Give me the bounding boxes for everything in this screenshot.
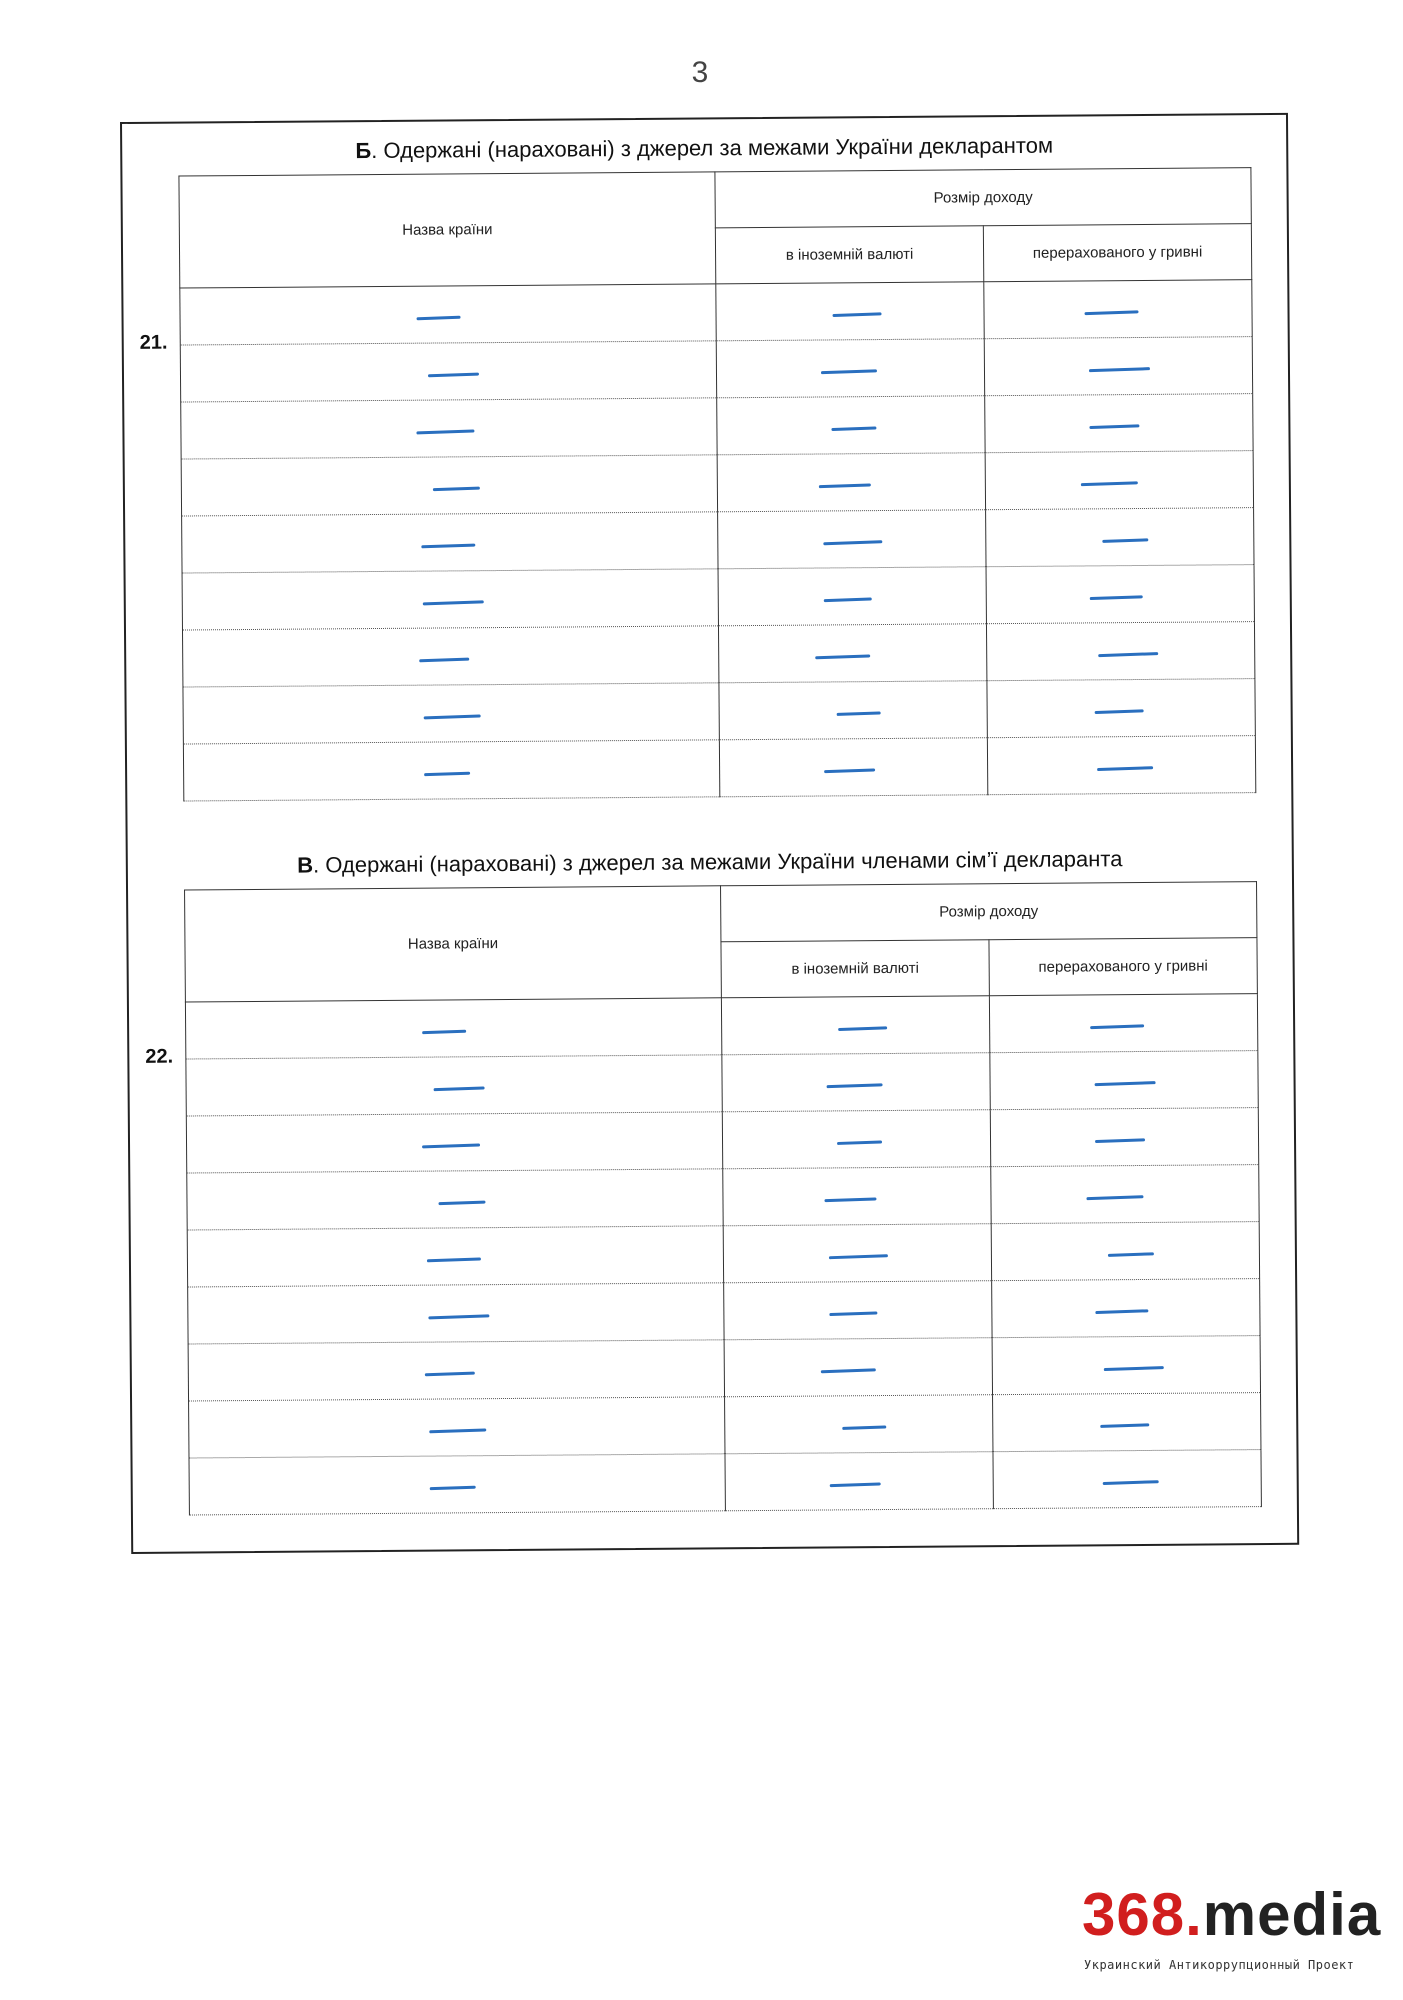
handwritten-dash	[1098, 652, 1158, 657]
logo-number: 368	[1082, 1881, 1186, 1948]
uah-cell	[993, 1450, 1261, 1509]
handwritten-dash	[1095, 1081, 1156, 1086]
handwritten-dash	[434, 1086, 485, 1091]
foreign-currency-cell	[719, 738, 987, 797]
section-b-table	[178, 167, 1256, 801]
uah-cell	[986, 622, 1254, 681]
foreign-currency-cell	[722, 1053, 990, 1112]
foreign-currency-cell	[716, 339, 984, 398]
handwritten-dash	[829, 1254, 888, 1259]
handwritten-dash	[1094, 1138, 1144, 1143]
table-row	[189, 1450, 1261, 1515]
handwritten-dash	[1100, 1423, 1149, 1428]
handwritten-dash	[838, 1026, 887, 1031]
header-country: Назва країни	[185, 886, 722, 1002]
foreign-currency-cell	[717, 453, 985, 512]
foreign-currency-cell	[718, 624, 986, 683]
handwritten-dash	[429, 1428, 486, 1433]
section-c-letter: В	[297, 852, 314, 878]
handwritten-dash	[424, 1371, 474, 1376]
logo-text	[1082, 1880, 1381, 1949]
handwritten-dash	[820, 369, 876, 374]
table-row	[180, 337, 1252, 402]
handwritten-dash	[1086, 1195, 1143, 1200]
uah-cell	[985, 451, 1253, 510]
handwritten-dash	[416, 315, 460, 319]
table-row	[182, 565, 1254, 630]
header-uah: перерахованого у гривні	[983, 224, 1251, 282]
country-cell	[182, 626, 718, 687]
country-cell	[181, 398, 717, 459]
header-foreign-currency: в іноземній валюті	[721, 940, 989, 998]
country-cell	[188, 1283, 724, 1344]
uah-cell	[989, 994, 1257, 1053]
handwritten-dash	[1081, 481, 1138, 486]
foreign-currency-cell	[723, 1224, 991, 1283]
country-cell	[185, 998, 721, 1059]
handwritten-dash	[438, 1200, 485, 1205]
logo-tagline: Украинский Антикоррупционный Проект	[1084, 1958, 1355, 1972]
table-row	[189, 1393, 1261, 1458]
country-cell	[180, 284, 716, 345]
handwritten-dash	[821, 1368, 876, 1373]
handwritten-dash	[1095, 709, 1144, 714]
foreign-currency-cell	[723, 1167, 991, 1226]
header-foreign-currency: в іноземній валюті	[715, 226, 983, 284]
country-cell	[180, 341, 716, 402]
table-row	[186, 1051, 1258, 1116]
uah-cell	[992, 1336, 1260, 1395]
header-country: Назва країни	[179, 172, 716, 288]
handwritten-dash	[1089, 367, 1150, 372]
handwritten-dash	[428, 1314, 489, 1319]
country-cell	[186, 1055, 722, 1116]
section-b-title	[122, 131, 1286, 166]
handwritten-dash	[842, 1425, 886, 1429]
table-row	[181, 451, 1253, 516]
foreign-currency-cell	[721, 996, 989, 1055]
handwritten-dash	[818, 483, 870, 488]
handwritten-dash	[416, 429, 474, 434]
uah-cell	[990, 1108, 1258, 1167]
handwritten-dash	[426, 1257, 480, 1262]
handwritten-dash	[424, 714, 481, 719]
handwritten-dash	[421, 543, 475, 548]
section-c-title-text: . Одержані (нараховані) з джерел за межами України членами сім’ї декларанта	[313, 846, 1123, 878]
handwritten-dash	[423, 600, 484, 605]
handwritten-dash	[832, 312, 881, 317]
foreign-currency-cell	[716, 282, 984, 341]
handwritten-dash	[428, 372, 479, 377]
country-cell	[187, 1169, 723, 1230]
section-b-title-text: . Одержані (нараховані) з джерел за межами України декларантом	[371, 132, 1054, 164]
uah-cell	[987, 736, 1255, 795]
country-cell	[188, 1340, 724, 1401]
country-cell	[189, 1397, 725, 1458]
uah-cell	[986, 565, 1254, 624]
handwritten-dash	[1102, 1480, 1158, 1485]
country-cell	[182, 569, 718, 630]
handwritten-dash	[824, 768, 875, 773]
section-b-letter: Б	[355, 138, 372, 164]
handwritten-dash	[1090, 1024, 1144, 1029]
handwritten-dash	[824, 1197, 876, 1202]
handwritten-dash	[815, 654, 870, 659]
handwritten-dash	[823, 597, 871, 602]
country-cell	[183, 740, 719, 801]
header-uah: перерахованого у гривні	[989, 938, 1257, 996]
handwritten-dash	[1089, 424, 1139, 429]
country-cell	[189, 1454, 725, 1515]
handwritten-dash	[836, 711, 880, 715]
handwritten-dash	[429, 1485, 475, 1490]
handwritten-dash	[823, 540, 882, 545]
handwritten-dash	[1102, 538, 1148, 543]
handwritten-dash	[830, 1482, 881, 1487]
handwritten-dash	[1084, 310, 1138, 315]
uah-cell	[985, 394, 1253, 453]
handwritten-dash	[419, 657, 469, 662]
foreign-currency-cell	[725, 1452, 993, 1511]
uah-cell	[990, 1051, 1258, 1110]
handwritten-dash	[422, 1143, 480, 1148]
foreign-currency-cell	[722, 1110, 990, 1169]
handwritten-dash	[837, 1140, 882, 1145]
country-cell	[181, 455, 717, 516]
logo-dot: .	[1185, 1881, 1203, 1948]
foreign-currency-cell	[718, 567, 986, 626]
header-income-size: Розмір доходу	[715, 168, 1251, 228]
section-c-title	[128, 845, 1292, 880]
header-income-size: Розмір доходу	[721, 882, 1257, 942]
handwritten-dash	[831, 426, 876, 431]
handwritten-dash	[829, 1311, 877, 1316]
table-row	[182, 622, 1254, 687]
foreign-currency-cell	[725, 1395, 993, 1454]
table-row	[185, 994, 1257, 1059]
table-row	[180, 280, 1252, 345]
country-cell	[186, 1112, 722, 1173]
section-c-table	[184, 881, 1262, 1515]
uah-cell	[984, 337, 1252, 396]
section-c-row-number: 22.	[145, 1045, 174, 1068]
handwritten-dash	[1090, 595, 1143, 600]
foreign-currency-cell	[724, 1281, 992, 1340]
uah-cell	[992, 1279, 1260, 1338]
table-row	[187, 1165, 1259, 1230]
table-row	[187, 1222, 1259, 1287]
handwritten-dash	[433, 486, 480, 491]
foreign-currency-cell	[719, 681, 987, 740]
handwritten-dash	[826, 1083, 882, 1088]
country-cell	[187, 1226, 723, 1287]
handwritten-dash	[422, 1029, 466, 1033]
handwritten-dash	[1097, 766, 1153, 771]
foreign-currency-cell	[718, 510, 986, 569]
watermark-logo	[1082, 1880, 1402, 2000]
country-cell	[183, 683, 719, 744]
table-row	[188, 1336, 1260, 1401]
handwritten-dash	[1107, 1252, 1153, 1257]
uah-cell	[986, 508, 1254, 567]
table-row	[188, 1279, 1260, 1344]
table-row	[182, 508, 1254, 573]
table-row	[183, 736, 1255, 801]
foreign-currency-cell	[724, 1338, 992, 1397]
uah-cell	[984, 280, 1252, 339]
page-number: 3	[691, 56, 709, 89]
table-row	[186, 1108, 1258, 1173]
section-b-row-number: 21.	[139, 331, 168, 354]
foreign-currency-cell	[717, 396, 985, 455]
uah-cell	[993, 1393, 1261, 1452]
uah-cell	[991, 1165, 1259, 1224]
handwritten-dash	[1095, 1309, 1148, 1314]
country-cell	[182, 512, 718, 573]
table-row	[181, 394, 1253, 459]
logo-word: media	[1202, 1881, 1382, 1948]
uah-cell	[991, 1222, 1259, 1281]
declaration-frame	[120, 113, 1299, 1554]
uah-cell	[987, 679, 1255, 738]
handwritten-dash	[424, 771, 470, 776]
table-row	[183, 679, 1255, 744]
handwritten-dash	[1103, 1366, 1163, 1371]
